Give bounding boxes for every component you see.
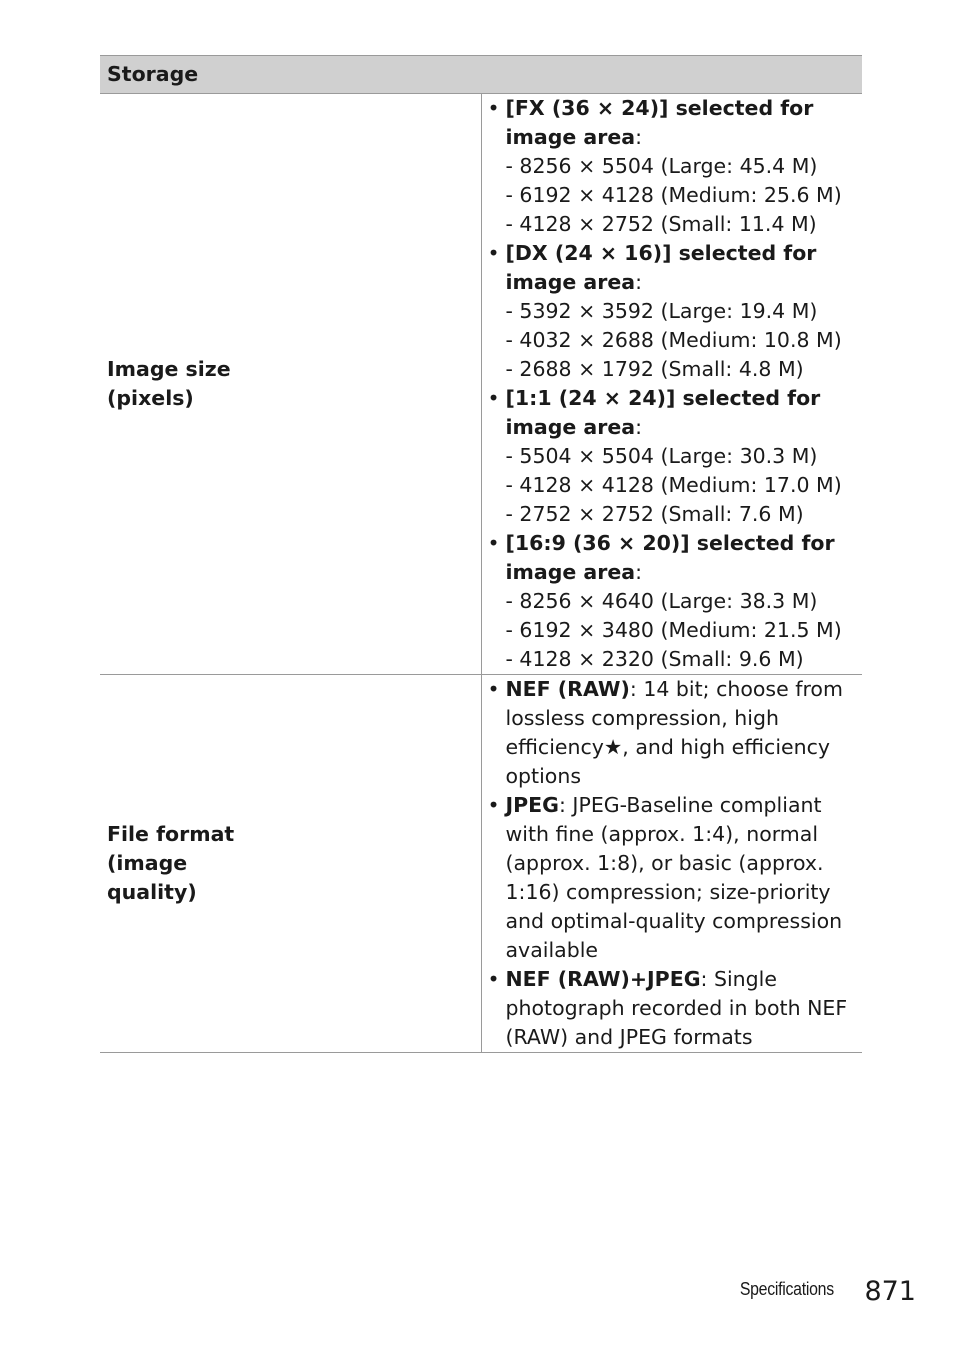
sub-item: - 4128 × 2752 (Small: 11.4 M) [505, 212, 817, 236]
list-item [506, 791, 855, 965]
footer-section-name: Specifications [739, 1279, 834, 1299]
bullet-text: : Single photograph recorded in both NEF (RAW) and JPEG formats [505, 967, 848, 1049]
sub-item: - 6192 × 4128 (Medium: 25.6 M) [505, 183, 842, 207]
section-header-row [100, 56, 862, 94]
bullet-text: : 14 bit; choose from lossless compression, high efficiency★, and high efficiency options [505, 677, 843, 788]
sub-item: - 8256 × 4640 (Large: 38.3 M) [505, 589, 818, 613]
bullet-heading: [16:9 (36 × 20)] selected for image area [505, 531, 835, 584]
sub-item: - 2752 × 2752 (Small: 7.6 M) [505, 502, 804, 526]
bullet-suffix: : [635, 560, 643, 584]
bullet-heading: JPEG [505, 793, 559, 817]
sub-item: - 5504 × 5504 (Large: 30.3 M) [505, 444, 818, 468]
list-item [506, 384, 855, 529]
bullet-heading: [FX (36 × 24)] selected for image area [505, 96, 814, 149]
bullet-heading: [DX (24 × 16)] selected for image area [505, 241, 817, 294]
list-item [506, 239, 855, 384]
list-item [506, 965, 855, 1052]
sub-item: - 5392 × 3592 (Large: 19.4 M) [505, 299, 818, 323]
label-line: (image [107, 851, 188, 875]
file-format-list [482, 675, 863, 1052]
bullet-suffix: : [635, 125, 643, 149]
bullet-text: : JPEG-Baseline compliant with fine (approx. 1:4), normal (approx. 1:8), or basic (approx. 1:16) compression; size-priority and optimal-quality compression available [505, 793, 843, 962]
page-number: 871 [864, 1276, 916, 1307]
image-size-list [482, 94, 863, 674]
bullet-heading: [1:1 (24 × 24)] selected for image area [505, 386, 821, 439]
section-title: Storage [100, 56, 862, 94]
row-value-file-format [481, 675, 862, 1053]
bullet-heading: NEF (RAW)+JPEG [505, 967, 701, 991]
sub-item: - 2688 × 1792 (Small: 4.8 M) [505, 357, 804, 381]
spec-table [100, 55, 862, 1053]
list-item [506, 675, 855, 791]
sub-item: - 4128 × 2320 (Small: 9.6 M) [505, 647, 804, 671]
row-label-file-format [100, 675, 481, 1053]
sub-item: - 4128 × 4128 (Medium: 17.0 M) [505, 473, 842, 497]
sub-item: - 8256 × 5504 (Large: 45.4 M) [505, 154, 818, 178]
list-item [506, 529, 855, 674]
bullet-suffix: : [635, 415, 643, 439]
label-line: File format [107, 822, 235, 846]
list-item [506, 94, 855, 239]
table-row-image-size [100, 94, 862, 675]
row-label-image-size [100, 94, 481, 675]
bullet-heading: NEF (RAW) [505, 677, 630, 701]
bullet-suffix: : [635, 270, 643, 294]
sub-item: - 6192 × 3480 (Medium: 21.5 M) [505, 618, 842, 642]
label-line: (pixels) [107, 386, 194, 410]
row-value-image-size [481, 94, 862, 675]
table-row-file-format [100, 675, 862, 1053]
label-line: Image size [107, 357, 231, 381]
sub-item: - 4032 × 2688 (Medium: 10.8 M) [505, 328, 842, 352]
label-line: quality) [107, 880, 197, 904]
